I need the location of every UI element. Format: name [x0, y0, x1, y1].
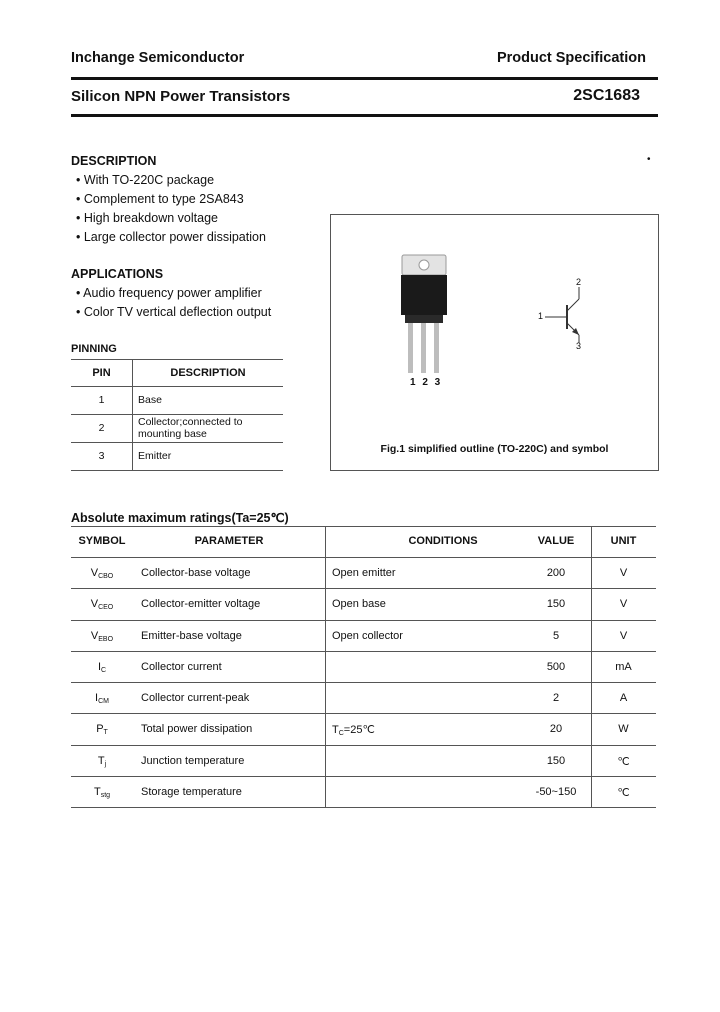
application-item: • Audio frequency power amplifier: [76, 286, 262, 300]
ratings-col-header: UNIT: [610, 535, 637, 547]
product-title: Silicon NPN Power Transistors: [71, 88, 291, 105]
symbol-pin-3: 3: [576, 341, 582, 351]
ratings-rule: [71, 588, 656, 589]
ratings-parameter: Emitter-base voltage: [141, 630, 242, 642]
ratings-unit: V: [619, 630, 628, 642]
ratings-unit: ℃: [617, 787, 630, 799]
ratings-col-header: VALUE: [537, 535, 575, 547]
pinning-rule: [71, 359, 283, 360]
ratings-symbol: $V_{CBO}$: [90, 567, 114, 580]
ratings-rule: [71, 713, 656, 714]
part-number: 2SC1683: [573, 87, 640, 104]
ratings-symbol: $V_{EBO}$: [90, 630, 114, 643]
company-name: Inchange Semiconductor: [71, 50, 245, 66]
pin-description: Emitter: [138, 450, 172, 462]
ratings-symbol-subscript: stg: [100, 792, 111, 799]
doc-type: Product Specification: [496, 50, 646, 66]
ratings-symbol-subscript: CEO: [98, 604, 114, 611]
symbol-pin-2: 2: [576, 277, 582, 287]
pinning-rule: [71, 470, 283, 471]
ratings-col-header: PARAMETER: [194, 535, 264, 547]
ratings-rule: [71, 651, 656, 652]
figure-caption: Fig.1 simplified outline (TO-220C) and symbol: [380, 443, 609, 455]
pin-number: 1: [98, 394, 105, 406]
ratings-symbol-subscript: T: [103, 729, 108, 736]
symbol-pin-1: 1: [538, 311, 544, 321]
ratings-rule: [71, 807, 656, 808]
ratings-rule: [71, 620, 656, 621]
applications-heading: APPLICATIONS: [71, 267, 164, 281]
ratings-symbol: $T_j$: [97, 755, 107, 768]
ratings-unit: V: [619, 567, 628, 579]
description-item: • High breakdown voltage: [76, 211, 218, 225]
description-item: • With TO-220C package: [76, 173, 214, 187]
pin-number: 2: [98, 422, 105, 434]
scan-mark: •: [647, 154, 651, 165]
figure-box: [330, 214, 659, 471]
ratings-value: 200: [546, 567, 566, 579]
ratings-rule: [71, 526, 656, 527]
ratings-parameter: Collector current-peak: [141, 692, 250, 704]
ratings-value: 2: [552, 692, 560, 704]
pinning-col-pin: PIN: [92, 367, 111, 379]
ratings-symbol: $P_T$: [96, 723, 108, 736]
ratings-unit: ℃: [617, 756, 630, 768]
pin-description: Base: [138, 394, 162, 406]
ratings-value: 500: [546, 661, 566, 673]
pinning-heading: PINNING: [71, 343, 117, 355]
ratings-rule: [71, 745, 656, 746]
ratings-parameter: Junction temperature: [141, 755, 245, 767]
pin-description-line: Collector;connected to: [138, 416, 243, 428]
ratings-parameter: Collector-emitter voltage: [141, 598, 261, 610]
ratings-value: 150: [546, 755, 566, 767]
header-rule-bottom: [71, 114, 658, 117]
pin-description: [138, 416, 242, 440]
ratings-symbol-subscript: CBO: [98, 573, 114, 580]
ratings-rule: [71, 557, 656, 558]
ratings-condition: Open emitter: [332, 567, 396, 579]
ratings-col-header: CONDITIONS: [408, 535, 478, 547]
ratings-heading: Absolute maximum ratings(Ta=25℃): [71, 511, 289, 525]
ratings-table: [71, 526, 656, 808]
ratings-parameter: Total power dissipation: [141, 723, 253, 735]
ratings-value: 150: [546, 598, 566, 610]
ratings-parameter: Storage temperature: [141, 786, 242, 798]
description-item: • Large collector power dissipation: [76, 230, 266, 244]
application-item: • Color TV vertical deflection output: [76, 305, 271, 319]
ratings-unit: W: [618, 723, 629, 735]
ratings-symbol: $I_C$: [97, 661, 107, 674]
ratings-rule: [71, 682, 656, 683]
ratings-symbol: $I_{CM}$: [95, 692, 109, 705]
ratings-value: -50~150: [535, 786, 577, 798]
pinning-rule: [71, 414, 283, 415]
ratings-rule: [71, 776, 656, 777]
ratings-symbol: $V_{CEO}$: [90, 598, 114, 611]
ratings-symbol-subscript: EBO: [98, 636, 114, 643]
ratings-col-header: SYMBOL: [78, 535, 126, 547]
ratings-unit: mA: [615, 661, 632, 673]
ratings-condition: $T_C=25℃$: [332, 724, 375, 737]
ratings-parameter: Collector-base voltage: [141, 567, 251, 579]
ratings-symbol-subscript: j: [104, 761, 107, 768]
ratings-condition: Open base: [332, 598, 386, 610]
ratings-symbol: $T_{stg}$: [93, 786, 111, 799]
ratings-symbol-subscript: CM: [98, 698, 109, 705]
ratings-unit: V: [619, 598, 628, 610]
ratings-unit: A: [619, 692, 628, 704]
pinning-rule: [71, 386, 283, 387]
ratings-value: 5: [552, 630, 560, 642]
ratings-value: 20: [549, 723, 563, 735]
ratings-condition: Open collector: [332, 630, 403, 642]
ratings-divider: [325, 526, 326, 807]
ratings-condition-subscript: C: [338, 730, 344, 737]
header-rule-top: [71, 77, 658, 80]
pin-description-line: mounting base: [138, 428, 207, 440]
pinning-rule: [71, 442, 283, 443]
package-pin-labels: 1 2 3: [410, 377, 443, 388]
ratings-symbol-subscript: C: [101, 667, 107, 674]
description-heading: DESCRIPTION: [71, 154, 157, 168]
description-item: • Complement to type 2SA843: [76, 192, 244, 206]
pinning-col-desc: DESCRIPTION: [170, 367, 246, 379]
ratings-parameter: Collector current: [141, 661, 222, 673]
pin-number: 3: [98, 450, 105, 462]
